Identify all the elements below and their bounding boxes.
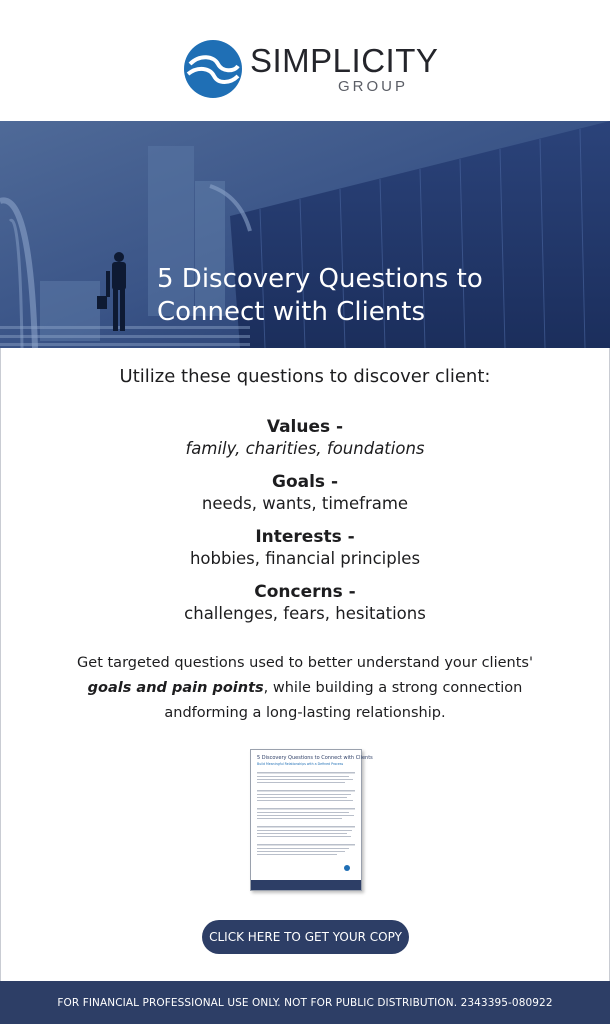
brand-name: SIMPLICITY [250, 42, 439, 79]
paragraph-part-2: , while building a strong connection [263, 680, 523, 696]
intro-text: Utilize these questions to discover client: [119, 366, 491, 387]
topic-title: Goals - [271, 472, 339, 492]
topic-interests [0, 526, 610, 570]
topic-desc: challenges, fears, hesitations [184, 604, 426, 623]
topic-goals [0, 471, 610, 515]
hero-title-line-2: Connect with Clients [157, 297, 426, 327]
document-title: 5 Discovery Questions to Connect with Clients [257, 755, 373, 761]
paragraph-part-3: andforming a long-lasting relationship. [164, 705, 446, 721]
paragraph-part-1: Get targeted questions used to better understand your clients' [77, 655, 533, 671]
hero-title-line-1: 5 Discovery Questions to [157, 264, 483, 294]
simplicity-logo-icon [184, 40, 242, 98]
document-preview-icon [251, 750, 373, 890]
topic-desc: family, charities, foundations [185, 439, 425, 458]
topic-desc: hobbies, financial principles [189, 549, 421, 568]
description-paragraph [40, 651, 570, 726]
document-subtitle: Build Meaningful Relationships with a Defined Process [257, 762, 344, 766]
topic-desc: needs, wants, timeframe [201, 494, 409, 513]
get-copy-button[interactable]: CLICK HERE TO GET YOUR COPY [202, 920, 409, 954]
paragraph-emphasis: goals and pain points [87, 680, 264, 696]
hero-title [157, 263, 587, 329]
topic-title: Concerns - [254, 582, 356, 602]
document-thumbnail[interactable] [250, 749, 373, 891]
topic-concerns [0, 581, 610, 625]
topic-values [0, 416, 610, 460]
topic-title: Values - [266, 417, 344, 437]
brand-sub: GROUP [338, 78, 409, 95]
footer-disclaimer: FOR FINANCIAL PROFESSIONAL USE ONLY. NOT FOR PUBLIC DISTRIBUTION. 2343395-080922 [0, 981, 610, 1024]
header [0, 0, 610, 121]
topic-title: Interests - [255, 527, 355, 547]
